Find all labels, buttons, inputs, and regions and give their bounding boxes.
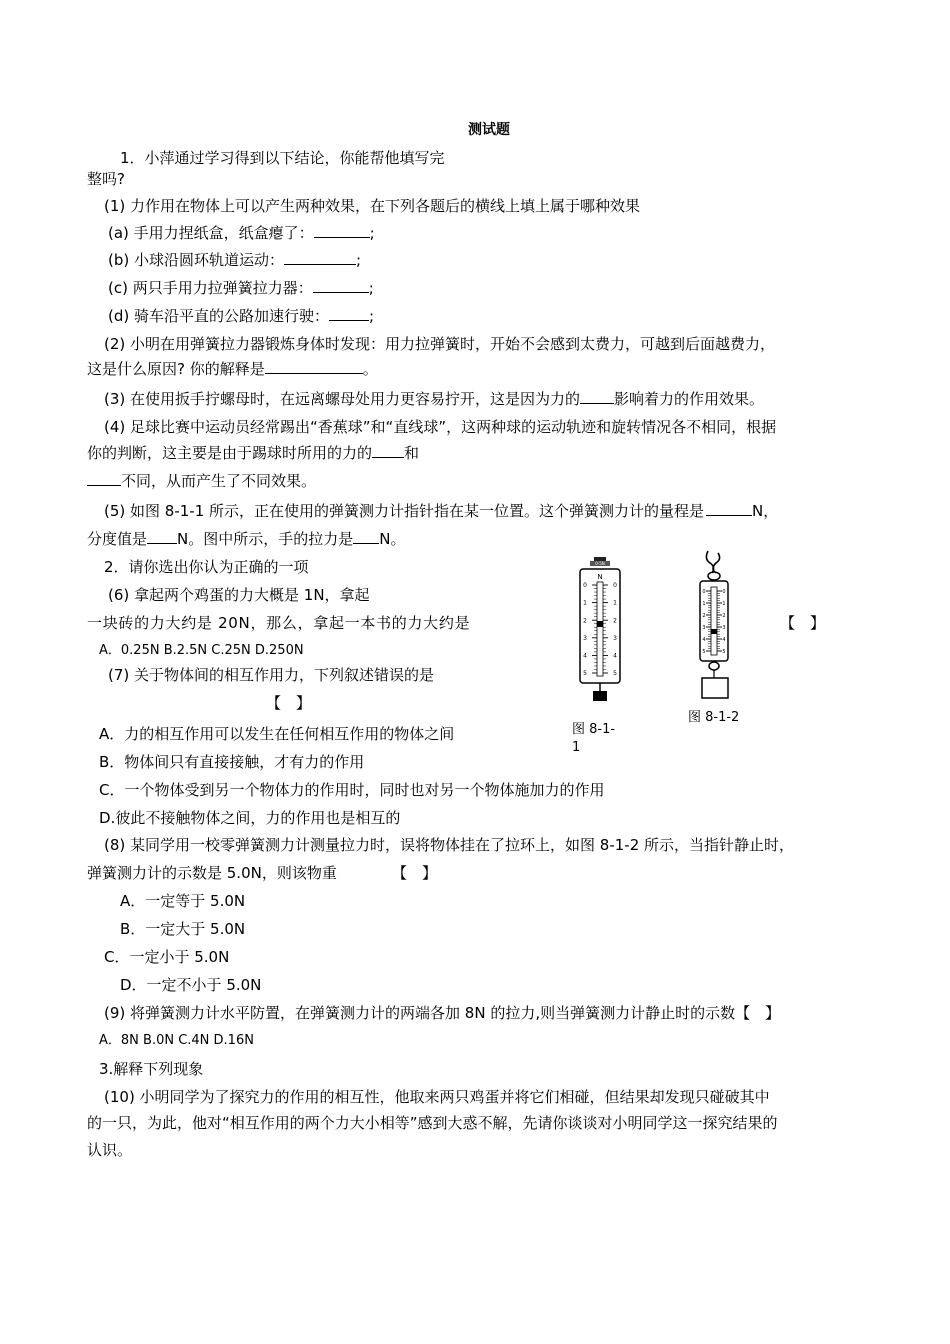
q2-part8-option-b: B．一定大于 5.0N — [120, 920, 246, 938]
blank-force-factor[interactable] — [580, 389, 614, 404]
tick-label: 0 — [722, 588, 726, 595]
q1-part3 — [104, 389, 764, 409]
q1-part2-text: 这是什么原因? 你的解释是 — [87, 360, 265, 378]
q1-item-b-semicolon: ; — [356, 251, 362, 269]
tick-label: 1 — [583, 599, 587, 607]
q1-item-b-text: (b) 小球沿圆环轨道运动： — [108, 251, 284, 269]
q2-part8-bracket[interactable]: 【 】 — [392, 864, 438, 882]
blank-a[interactable] — [314, 223, 370, 238]
tick-label: 4 — [583, 652, 587, 660]
tick-label: 1 — [722, 600, 726, 607]
q1-item-d-semicolon: ; — [369, 307, 375, 325]
q2-part8-option-a: A．一定等于 5.0N — [120, 892, 246, 910]
page-title: 测试题 — [468, 122, 510, 138]
scale2-ring — [708, 572, 720, 580]
q2-part7-bracket[interactable]: 【 】 — [266, 694, 312, 712]
spring-scale-figure-2 — [690, 545, 740, 705]
tick-label: 4 — [613, 652, 617, 660]
blank-factor-2[interactable] — [87, 471, 121, 486]
q1-part4-text-c: 不同，从而产生了不同效果。 — [121, 472, 317, 490]
q1-item-a-text: (a) 手用力捏纸盒，纸盒瘪了： — [108, 224, 314, 242]
q1-part4-line3 — [87, 471, 316, 491]
tick-label: 5 — [583, 670, 587, 678]
q1-part2-line1: (2) 小明在用弹簧拉力器锻炼身体时发现：用力拉弹簧时，开始不会感到太费力，可越到后面越费力， — [104, 335, 776, 353]
q3-heading: 3.解释下列现象 — [99, 1060, 204, 1078]
q1-item-c — [108, 278, 374, 298]
q1-part4-and: 和 — [404, 444, 420, 462]
tick-label: 4 — [722, 636, 726, 643]
q1-part5-text-a: (5) 如图 8-1-1 所示，正在使用的弹簧测力计指针指在某一位置。这个弹簧测力计的量程是 — [104, 502, 705, 520]
q1-item-a — [108, 223, 375, 243]
blank-explanation[interactable] — [265, 359, 363, 374]
q2-part8-option-d: D．一定不小于 5.0N — [120, 976, 262, 994]
q1-part2-end: 。 — [362, 360, 378, 378]
q1-part4-line2 — [87, 443, 419, 463]
q1-part4-text-b: 你的判断，这主要是由于踢球时所用的力的 — [87, 444, 373, 462]
figure-2-caption: 图 8-1-2 — [688, 710, 740, 725]
q1-item-d — [108, 306, 374, 326]
tick-label: 5 — [613, 670, 617, 678]
q1-part5-text-b2: N。图中所示，手的拉力是 — [177, 530, 354, 548]
blank-d[interactable] — [329, 306, 369, 321]
blank-b[interactable] — [284, 250, 356, 265]
q1-part1: (1) 力作用在物体上可以产生两种效果，在下列各题后的横线上填上属于哪种效果 — [104, 197, 641, 215]
q1-intro-line1: 1．小萍通过学习得到以下结论，你能帮他填写完 — [120, 149, 445, 167]
q2-part8-option-c: C．一定小于 5.0N — [104, 948, 230, 966]
scale2-weight — [702, 678, 728, 698]
tick-label: 3 — [613, 634, 617, 642]
scale2-bottom-ring — [709, 662, 719, 670]
q1-part4-line1: (4) 足球比赛中运动员经常踢出“香蕉球”和“直线球”，这两种球的运动轨迹和旋转情况各不相同，根据 — [104, 418, 777, 436]
q3-part10-line3: 认识。 — [87, 1141, 133, 1159]
q1-item-c-text: (c) 两只手用力拉弹簧拉力器： — [108, 279, 313, 297]
scale1-top-label: 0-5N — [595, 561, 605, 566]
tick-label: 3 — [722, 624, 726, 631]
q2-part6-bracket[interactable]: 【 】 — [780, 614, 826, 632]
q2-part7-option-c: C．一个物体受到另一个物体力的作用时，同时也对另一个物体施加力的作用 — [99, 781, 605, 799]
tick-label: 3 — [583, 634, 587, 642]
tick-label: 4 — [702, 636, 706, 643]
scale1-unit: N — [597, 573, 603, 581]
q2-part6-line1: (6) 拿起两个鸡蛋的力大概是 1N，拿起 — [108, 586, 370, 604]
tick-label: 0 — [613, 582, 617, 590]
q3-part10-line2: 的一只，为此，他对“相互作用的两个力大小相等”感到大惑不解，先请你谈谈对小明同学这一探究结果的 — [87, 1114, 778, 1132]
q1-intro-line2: 整吗? — [87, 170, 125, 188]
tick-label: 5 — [722, 648, 726, 655]
blank-range[interactable] — [706, 501, 752, 516]
q2-part7: (7) 关于物体间的相互作用力，下列叙述错误的是 — [108, 666, 435, 684]
q1-part2-line2 — [87, 359, 378, 379]
q1-part5-text-b3: N。 — [379, 530, 406, 548]
q2-part8-line2: 弹簧测力计的示数是 5.0N，则该物重 — [87, 864, 337, 882]
scale2-top-hook-icon — [706, 551, 719, 573]
tick-label: 2 — [722, 612, 726, 619]
tick-label: 3 — [702, 624, 706, 631]
q2-part7-option-d: D.彼此不接触物体之间，力的作用也是相互的 — [99, 809, 401, 827]
tick-label: 2 — [613, 617, 617, 625]
q2-part6-options: A．0.25N B.2.5N C.25N D.250N — [99, 643, 304, 658]
q1-part5-unit-a: N， — [752, 502, 779, 520]
tick-label: 1 — [702, 600, 706, 607]
tick-label: 2 — [702, 612, 706, 619]
scale2-slot — [711, 587, 717, 655]
q2-part9-options: A．8N B.0N C.4N D.16N — [99, 1033, 254, 1048]
tick-label: 5 — [702, 648, 706, 655]
figure-1-caption-line2: 1 — [572, 740, 581, 755]
blank-c[interactable] — [313, 278, 369, 293]
q1-part5-line1 — [104, 501, 778, 521]
q1-part3-text-b: 影响着力的作用效果。 — [614, 390, 765, 408]
q2-part6-line2: 一块砖的力大约是 20N，那么，拿起一本书的力大约是 — [87, 614, 471, 632]
spring-scale-figure-1 — [570, 555, 630, 705]
q2-part7-option-b: B．物体间只有直接接触，才有力的作用 — [99, 753, 365, 771]
scale1-slot — [597, 582, 603, 676]
q1-item-b — [108, 250, 361, 270]
blank-factor-1[interactable] — [372, 443, 404, 458]
q1-item-c-semicolon: ; — [368, 279, 374, 297]
q1-part5-line2 — [87, 529, 405, 549]
q1-part5-text-b1: 分度值是 — [87, 530, 148, 548]
tick-label: 0 — [583, 582, 587, 590]
blank-pull-force[interactable] — [353, 529, 379, 544]
q1-item-d-text: (d) 骑车沿平直的公路加速行驶： — [108, 307, 329, 325]
q3-part10-line1: (10) 小明同学为了探究力的作用的相互性，他取来两只鸡蛋并将它们相碰，但结果却发现只碰破其中 — [104, 1088, 770, 1106]
q1-part3-text-a: (3) 在使用扳手拧螺母时，在远离螺母处用力更容易拧开，这是因为力的 — [104, 390, 581, 408]
q2-part9: (9) 将弹簧测力计水平防置，在弹簧测力计的两端各加 8N 的拉力,则当弹簧测力计静止时的示数【 】 — [104, 1004, 781, 1022]
tick-label: 1 — [613, 599, 617, 607]
q2-part7-option-a: A．力的相互作用可以发生在任何相互作用的物体之间 — [99, 725, 455, 743]
tick-label: 0 — [702, 588, 706, 595]
q2-part8-line1: (8) 某同学用一校零弹簧测力计测量拉力时，误将物体挂在了拉环上，如图 8-1-2 所示，当指针静止时， — [104, 836, 795, 854]
tick-label: 2 — [583, 617, 587, 625]
scale1-pointer — [597, 621, 603, 627]
q1-item-a-semicolon: ; — [369, 224, 375, 242]
figure-1-caption-line1: 图 8-1- — [572, 722, 616, 737]
q2-heading: 2．请你选出你认为正确的一项 — [104, 558, 309, 576]
scale2-pointer — [711, 629, 717, 634]
scale1-hand — [593, 691, 607, 701]
blank-division[interactable] — [147, 529, 177, 544]
